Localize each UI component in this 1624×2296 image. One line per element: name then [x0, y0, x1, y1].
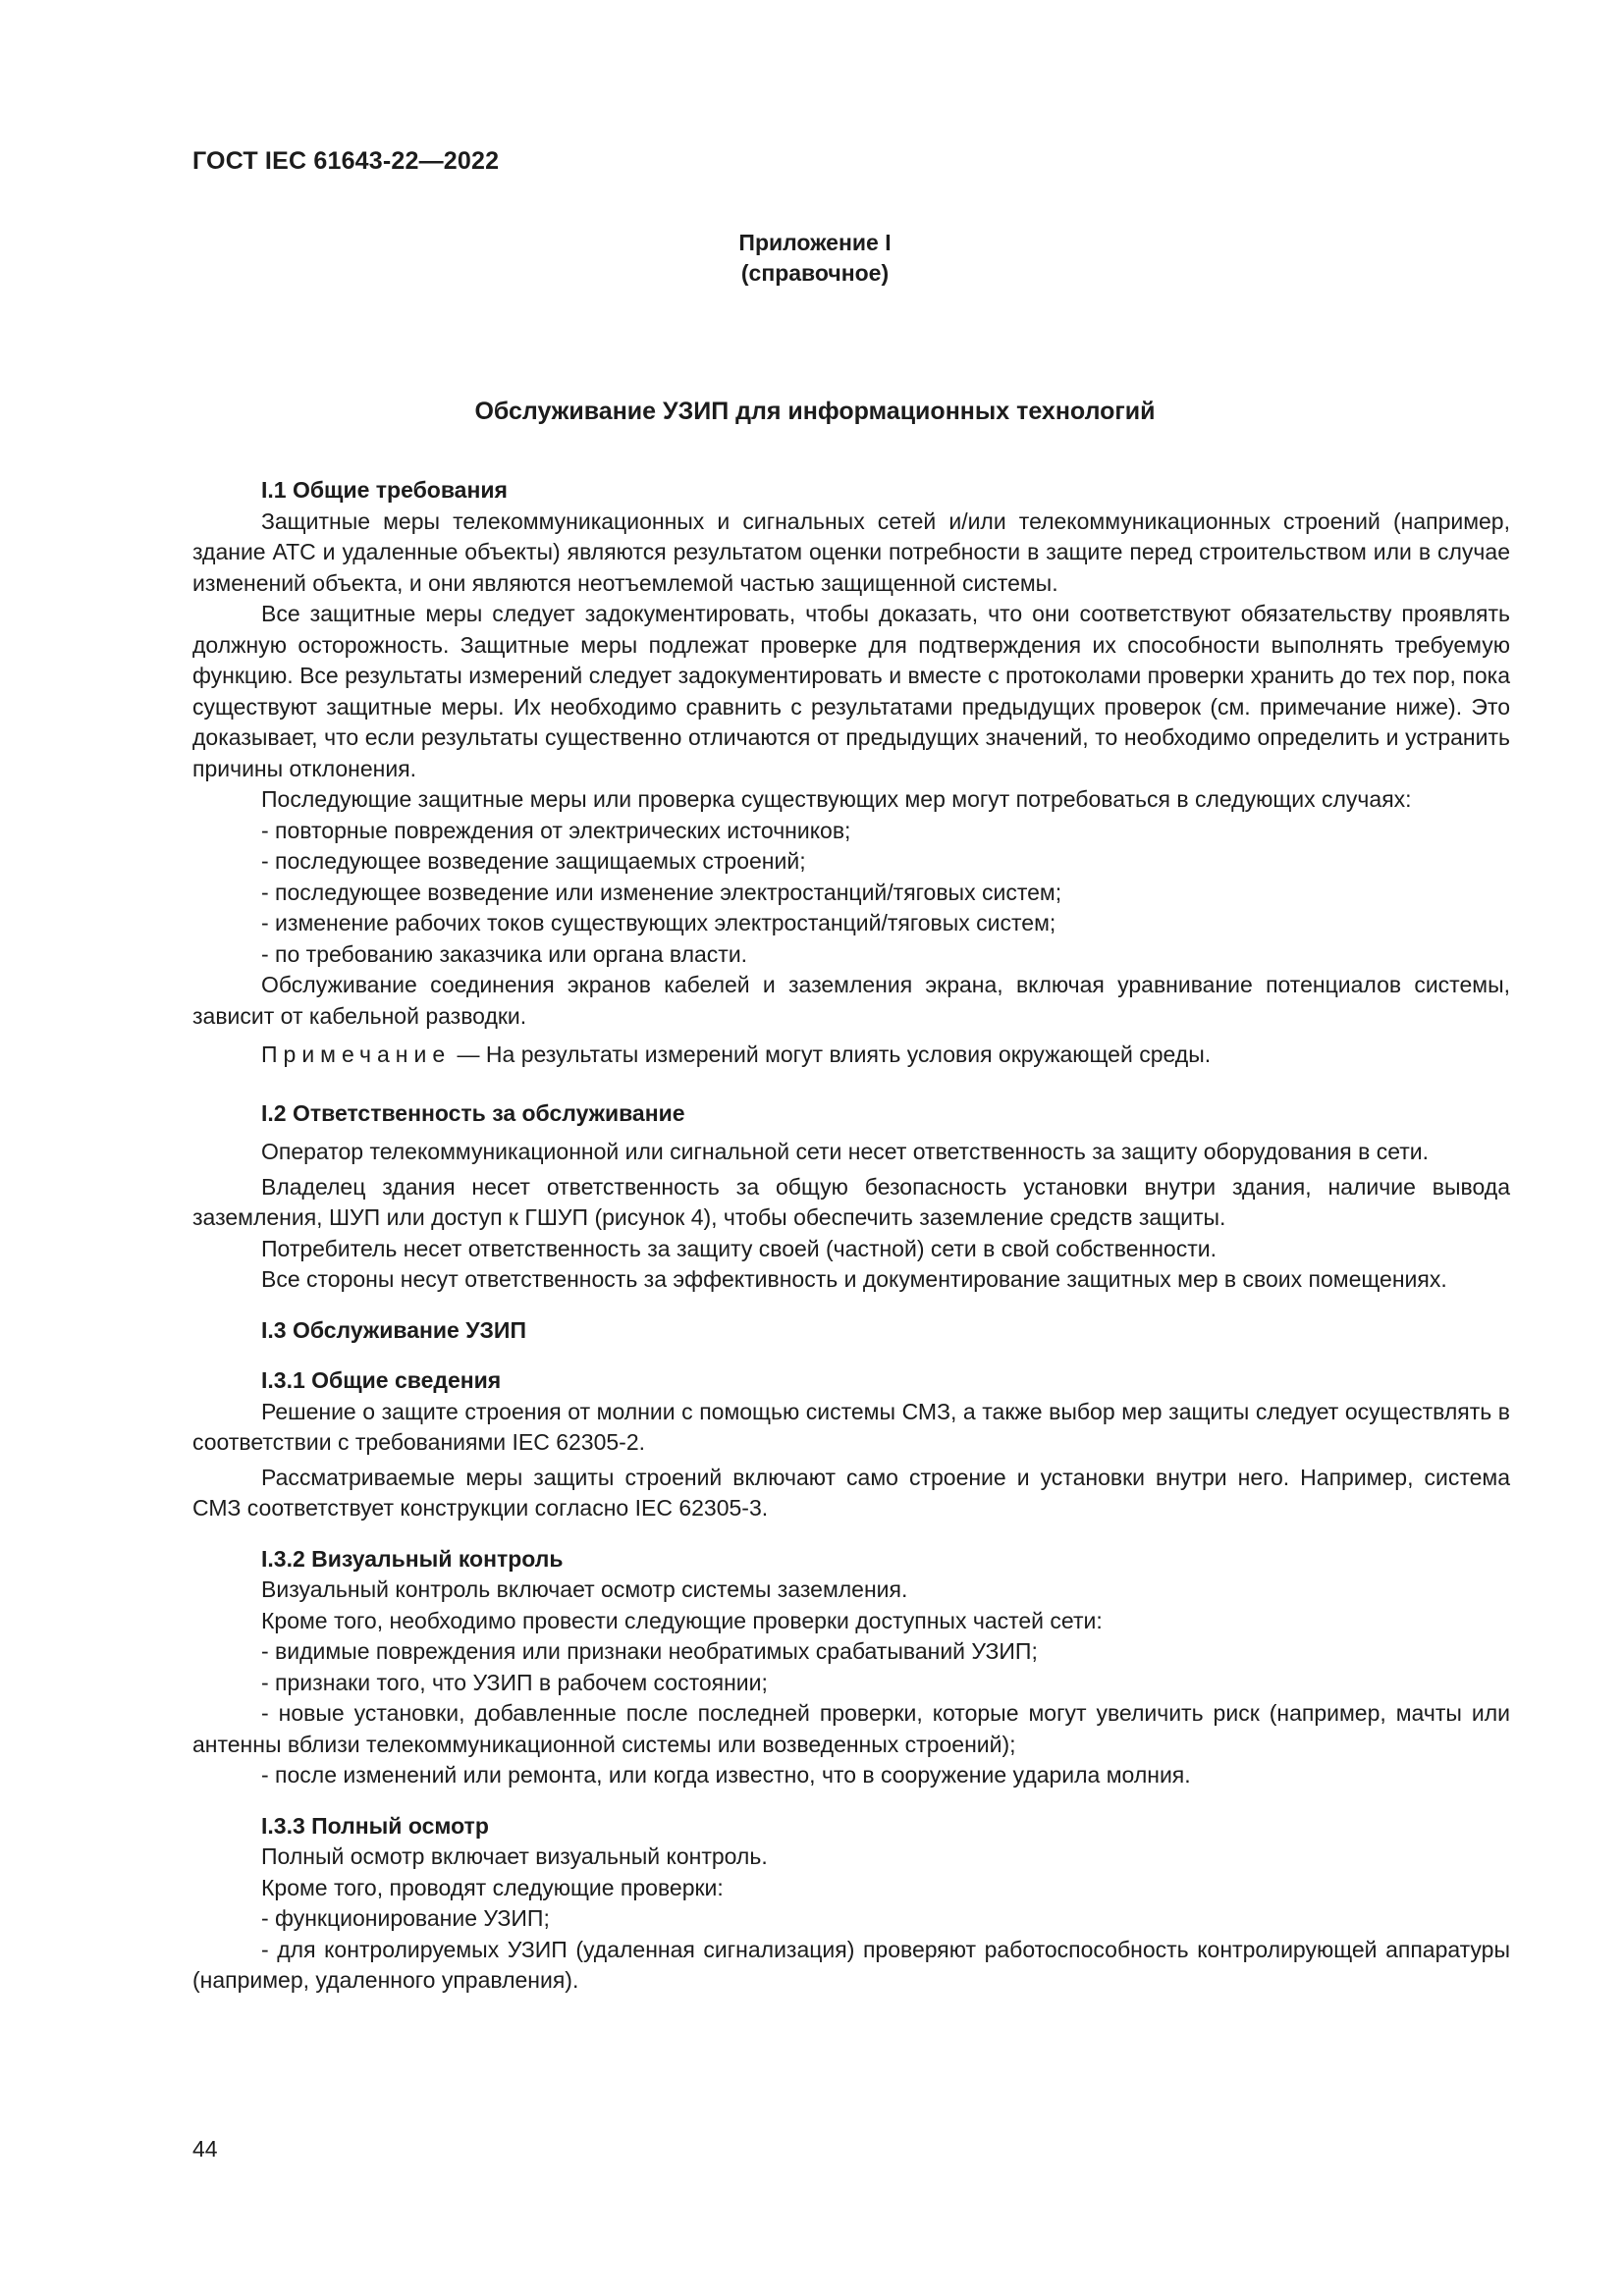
list-item: - видимые повреждения или признаки необратимых срабатываний УЗИП; [261, 1638, 1038, 1664]
list-item: - последующее возведение или изменение электростанций/тяговых систем; [261, 879, 1062, 905]
note-text: — На результаты измерений могут влиять условия окружающей среды. [451, 1041, 1212, 1067]
page-number: 44 [192, 2136, 218, 2162]
list-item: - изменение рабочих токов существующих электростанций/тяговых систем; [261, 910, 1056, 935]
document-code: ГОСТ IEC 61643-22—2022 [192, 147, 500, 175]
paragraph: Полный осмотр включает визуальный контроль. [261, 1843, 768, 1869]
paragraph: Все защитные меры следует задокументировать, чтобы доказать, что они соответствуют обязательству проявлять должную осторожность. Защитные меры подлежат проверке для подтверждения их способности выполнять требуемую функцию. Все результаты измерений следует задокументировать и вместе с протоколами проверки хранить до тех пор, пока существуют защитные меры. Их необходимо сравнить с результатами предыдущих проверок (см. примечание ниже). Это доказывает, что если результаты существенно отличаются от предыдущих значений, то необходимо определить и устранить причины отклонения. [192, 601, 1510, 781]
list-item: - функционирование УЗИП; [261, 1905, 550, 1931]
list-item: - по требованию заказчика или органа власти. [261, 940, 748, 967]
paragraph: Потребитель несет ответственность за защиту своей (частной) сети в свой собственности. [261, 1235, 1217, 1261]
paragraph: Решение о защите строения от молнии с помощью системы СМЗ, а также выбор мер защиты следует осуществлять в соответствии с требованиями IEC 62305-2. [192, 1398, 1510, 1455]
subsection-heading-i31: I.3.1 Общие сведения [261, 1367, 502, 1393]
list-item: - новые установки, добавленные после последней проверки, которые могут увеличить риск (например, мачты или антенны вблизи телекоммуникационной системы или возведенных строений); [192, 1700, 1510, 1757]
paragraph: Владелец здания несет ответственность за общую безопасность установки внутри здания, наличие вывода заземления, ШУП или доступ к ГШУП (рисунок 4), чтобы обеспечить заземление средств защиты. [192, 1173, 1510, 1230]
note [192, 1040, 1510, 1071]
annex-label: Приложение I [738, 230, 892, 255]
paragraph: Кроме того, проводят следующие проверки: [261, 1874, 724, 1900]
list-item: - для контролируемых УЗИП (удаленная сигнализация) проверяют работоспособность контролирующей аппаратуры (например, удаленного управления). [192, 1936, 1510, 1993]
paragraph: Визуальный контроль включает осмотр системы заземления. [261, 1576, 908, 1602]
list-item: - после изменений или ремонта, или когда известно, что в сооружение ударила молния. [261, 1762, 1191, 1788]
paragraph: Кроме того, необходимо провести следующие проверки доступных частей сети: [261, 1607, 1103, 1633]
section-heading-i3: I.3 Обслуживание УЗИП [261, 1316, 526, 1343]
paragraph: Обслуживание соединения экранов кабелей и заземления экрана, включая уравнивание потенциалов системы, зависит от кабельной разводки. [192, 972, 1510, 1029]
list-item: - последующее возведение защищаемых строений; [261, 848, 806, 874]
section-heading-i1: I.1 Общие требования [261, 477, 508, 503]
paragraph: Рассматриваемые меры защиты строений включают само строение и установки внутри него. Например, система СМЗ соответствует конструкции согласно IEC 62305-3. [192, 1464, 1510, 1521]
subsection-heading-i33: I.3.3 Полный осмотр [261, 1812, 489, 1839]
list-item: - признаки того, что УЗИП в рабочем состоянии; [261, 1669, 768, 1695]
document-body [192, 475, 1510, 1997]
annex-type: (справочное) [740, 260, 890, 286]
paragraph: Оператор телекоммуникационной или сигнальной сети несет ответственность за защиту оборудования в сети. [261, 1139, 1430, 1164]
paragraph: Защитные меры телекоммуникационных и сигнальных сетей и/или телекоммуникационных строений (например, здание АТС и удаленные объекты) являются результатом оценки потребности в защите перед строительством или в случае изменений объекта, и они являются неотъемлемой частью защищенной системы. [192, 507, 1510, 596]
note-label: Примечание [261, 1041, 452, 1067]
subsection-heading-i32: I.3.2 Визуальный контроль [261, 1545, 564, 1572]
section-heading-i2: I.2 Ответственность за обслуживание [261, 1099, 685, 1126]
paragraph: Последующие защитные меры или проверка существующих мер могут потребоваться в следующих случаях: [261, 786, 1412, 812]
annex-title: Обслуживание УЗИП для информационных технологий [474, 398, 1156, 425]
paragraph: Все стороны несут ответственность за эффективность и документирование защитных мер в своих помещениях. [261, 1266, 1447, 1292]
list-item: - повторные повреждения от электрических источников; [261, 817, 851, 843]
